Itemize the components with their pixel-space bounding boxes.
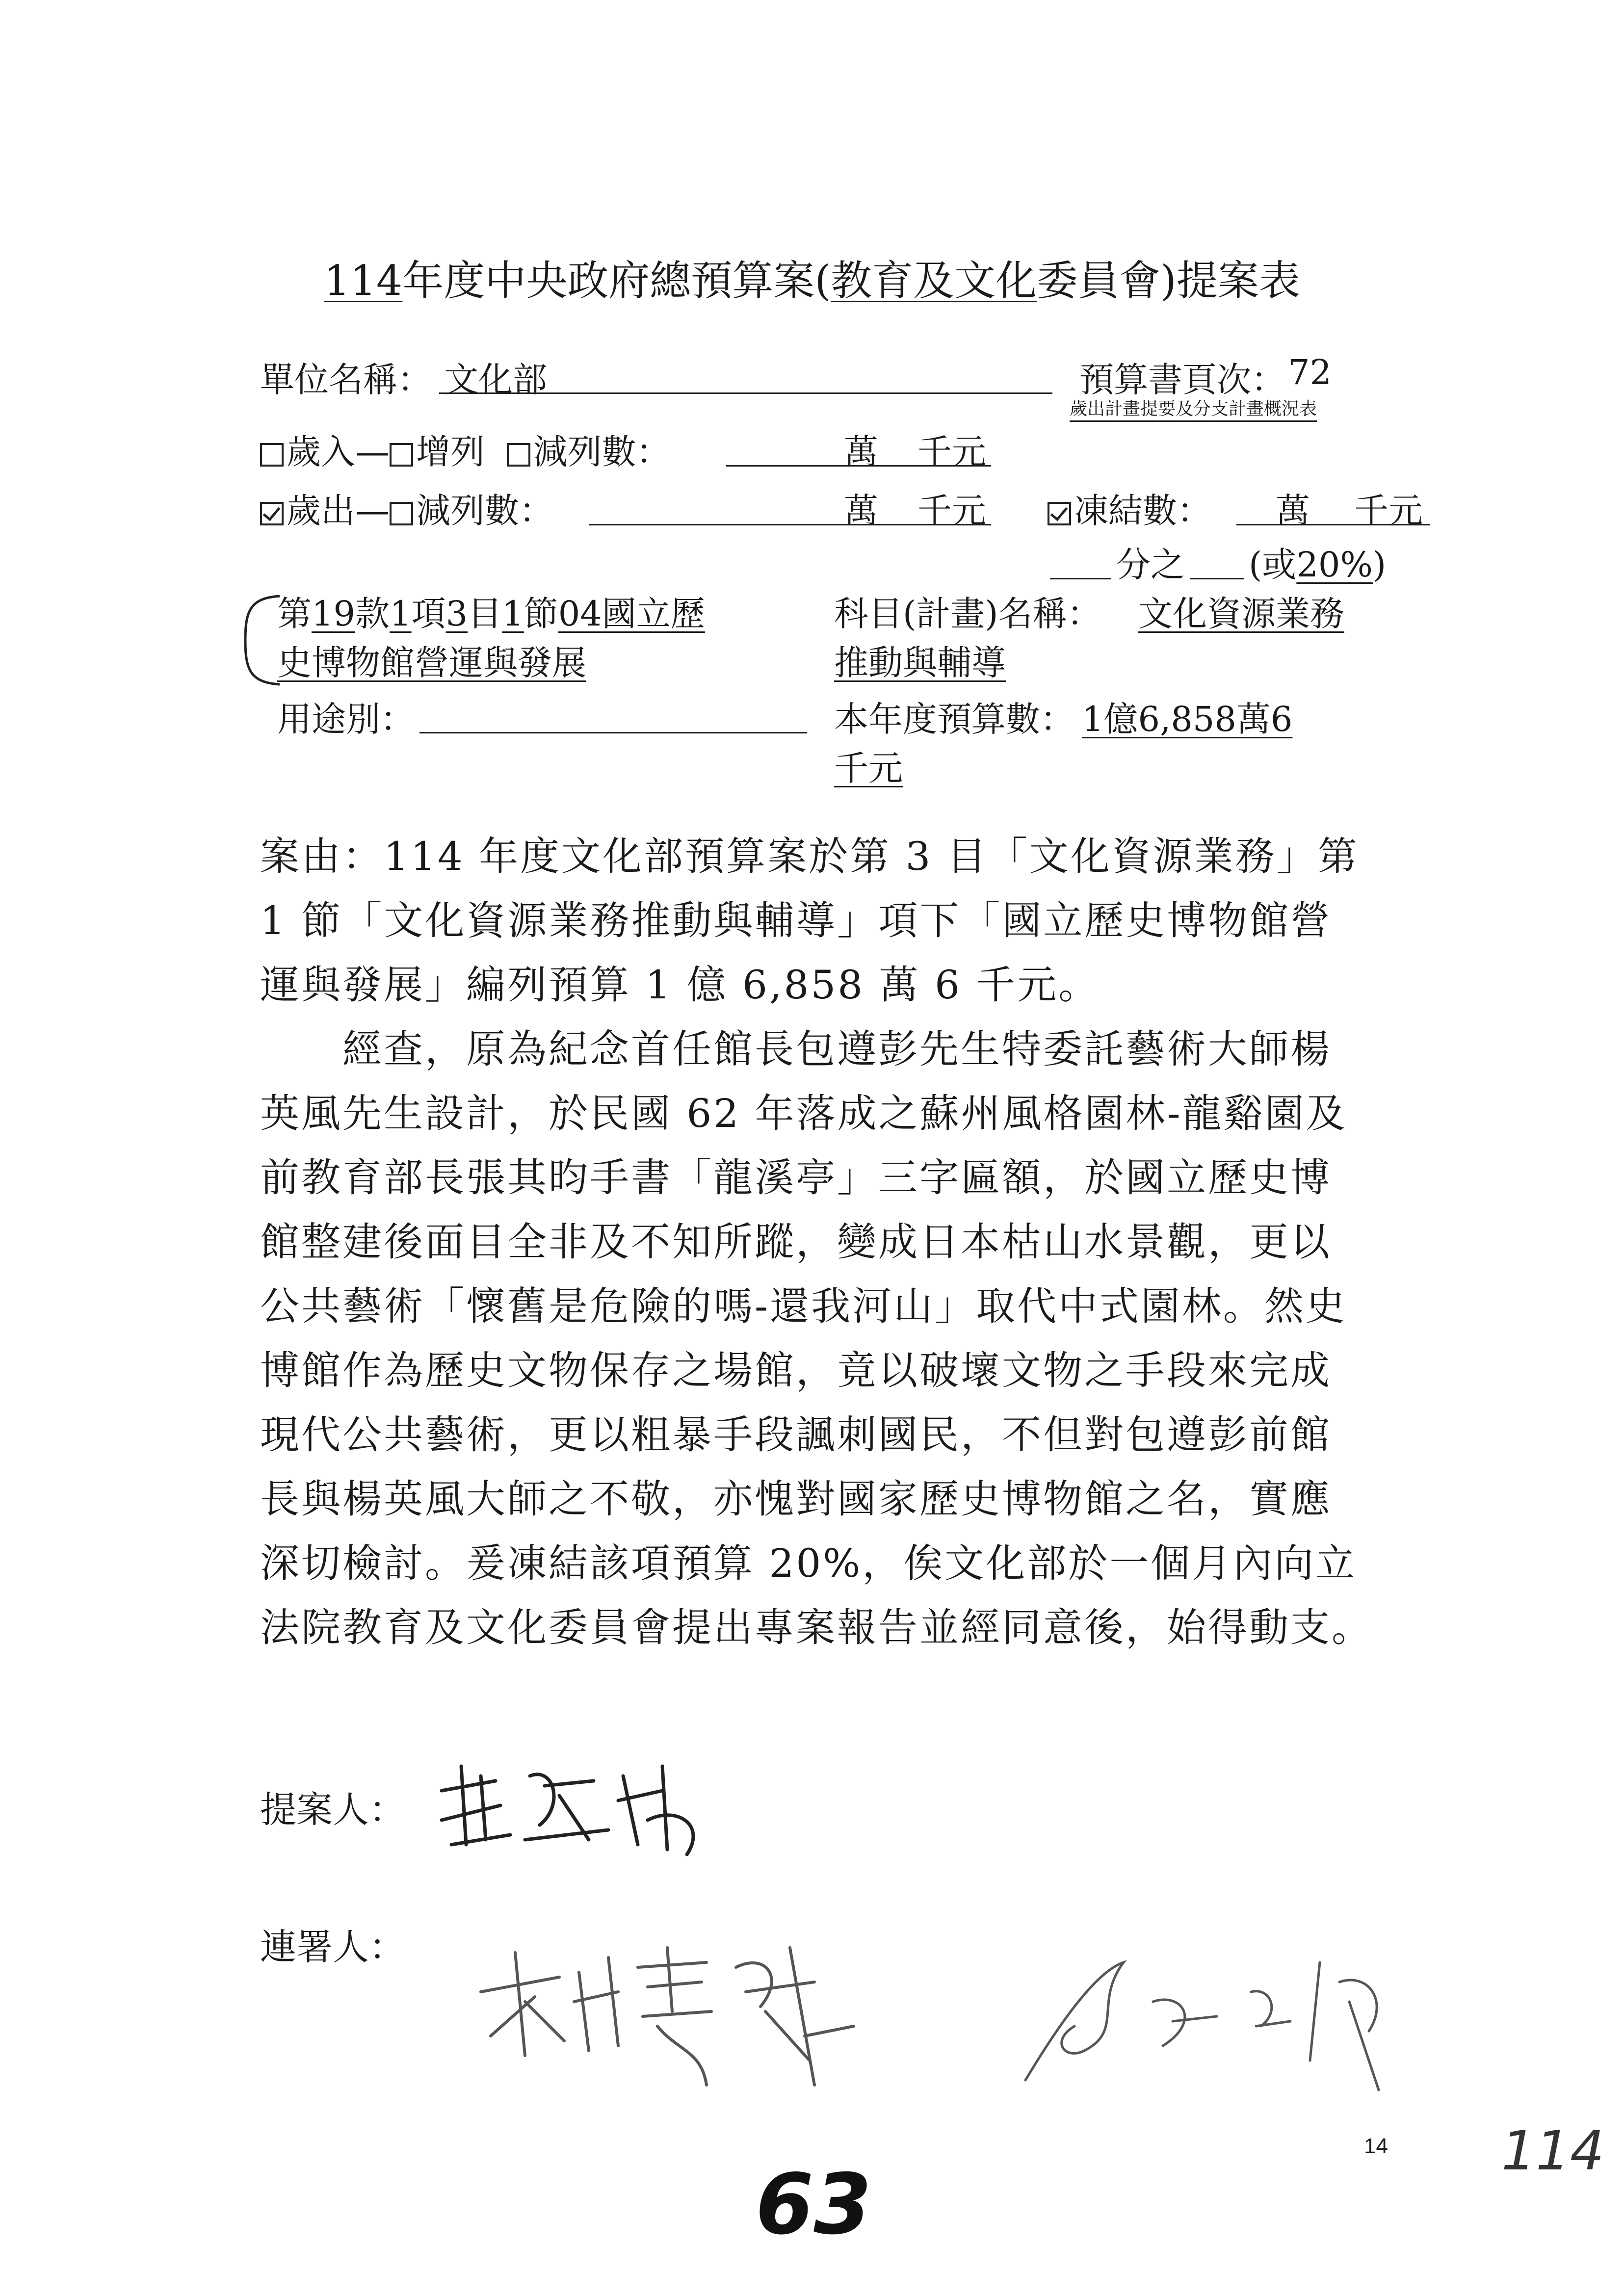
body-line: 英風先生設計，於民國 62 年落成之蘇州風格園林-龍谿園及 — [260, 1091, 1347, 1136]
body-line: 前教育部長張其昀手書「龍溪亭」三字匾額，於國立歷史博 — [260, 1155, 1332, 1200]
expenditure-checkbox[interactable] — [260, 502, 284, 525]
expenditure-wan: 萬 — [844, 491, 878, 531]
handwritten-number-right: 114 — [1501, 2119, 1604, 2182]
item-di: 第 — [277, 594, 312, 634]
body-line: 經查，原為紀念首任館長包遵彭先生特委託藝術大師楊 — [260, 1026, 1332, 1072]
title-text-1: 年度中央政府總預算案( — [402, 257, 831, 305]
item-xiang-label: 項 — [411, 594, 446, 634]
freeze-checkbox[interactable] — [1048, 502, 1071, 525]
item-jie: 1 — [502, 594, 524, 634]
item-sub-name-2: 史博物館營運與發展 — [277, 643, 586, 683]
expenditure-decrease-checkbox[interactable] — [390, 502, 413, 525]
item-mu: 3 — [445, 594, 468, 634]
revenue-increase-label: 增列 — [416, 432, 485, 472]
body-line: 案由：114 年度文化部預算案於第 3 目「文化資源業務」第 — [260, 834, 1359, 879]
item-sub-name-1: 國立歷 — [602, 594, 705, 634]
item-sub-code: 04 — [558, 594, 602, 634]
proposer-signature — [432, 1747, 726, 1859]
budget-value-1: 1億6,858萬6 — [1082, 699, 1293, 739]
percent-row — [1249, 537, 1386, 587]
title-year: 114 — [324, 257, 403, 305]
item-kuan-label: 款 — [355, 594, 390, 634]
percent-suffix: ) — [1372, 545, 1387, 585]
page-value: 72 — [1288, 352, 1332, 392]
purpose-label: 用途別： — [277, 699, 415, 739]
budget-label: 本年度預算數： — [834, 699, 1074, 739]
revenue-checkbox[interactable] — [260, 443, 284, 467]
cosigner-label: 連署人： — [260, 1926, 405, 1968]
expenditure-qian: 千元 — [917, 491, 986, 531]
body-line: 1 節「文化資源業務推動與輔導」項下「國立歷史博物館營 — [260, 898, 1332, 943]
purpose-underline — [419, 732, 807, 733]
body-line: 運與發展」編列預算 1 億 6,858 萬 6 千元。 — [260, 962, 1100, 1008]
page-label: 預算書頁次： — [1079, 360, 1285, 400]
revenue-wan: 萬 — [844, 432, 878, 472]
body-line: 博館作為歷史文物保存之場館，竟以破壞文物之手段來完成 — [260, 1348, 1332, 1393]
fraction-mid: 分之 — [1116, 545, 1185, 585]
revenue-decrease-label: 減列數： — [533, 432, 671, 472]
body-line: 法院教育及文化委員會提出專案報告並經同意後，始得動支。 — [260, 1605, 1373, 1650]
budget-value-2: 千元 — [834, 748, 903, 788]
expenditure-label: 歲出— — [287, 491, 390, 531]
subject-value-2: 推動與輔導 — [834, 643, 1006, 683]
item-kuan: 19 — [312, 594, 356, 634]
percent-value: 20% — [1296, 545, 1373, 585]
percent-prefix: (或 — [1249, 545, 1297, 585]
revenue-decrease-checkbox[interactable] — [507, 443, 530, 467]
freeze-qian: 千元 — [1354, 491, 1423, 531]
page-note: 歲出計畫提要及分支計畫概況表 — [1070, 399, 1317, 419]
page-title — [0, 248, 1624, 307]
body-line: 深切檢討。爰凍結該項預算 20%，俟文化部於一個月內向立 — [260, 1540, 1357, 1586]
revenue-label: 歲入— — [287, 432, 390, 472]
item-mu-label: 目 — [468, 594, 502, 634]
expenditure-row — [260, 483, 553, 533]
cosigner-signature-2 — [996, 1943, 1408, 2105]
expenditure-decrease-label: 減列數： — [416, 491, 553, 531]
title-text-2: 委員會)提案表 — [1037, 257, 1300, 305]
proposer-label: 提案人： — [260, 1789, 405, 1831]
handwritten-number-left: 63 — [756, 2156, 872, 2253]
fraction-numerator-line — [1190, 578, 1244, 579]
item-line-1 — [277, 586, 705, 636]
subject-value-1: 文化資源業務 — [1138, 594, 1344, 634]
fraction-denominator-line — [1050, 578, 1111, 579]
unit-underline — [439, 392, 1052, 394]
body-line: 館整建後面目全非及不知所蹤，變成日本枯山水景觀，更以 — [260, 1219, 1332, 1265]
proposal-body — [260, 824, 1373, 1660]
freeze-wan: 萬 — [1276, 491, 1310, 531]
item-jie-label: 節 — [524, 594, 558, 634]
revenue-increase-checkbox[interactable] — [390, 443, 413, 467]
unit-label: 單位名稱： — [260, 360, 432, 400]
revenue-row — [260, 424, 671, 474]
title-committee: 教育及文化 — [831, 257, 1037, 305]
cosigner-signature-1 — [471, 1938, 873, 2114]
page-number: 14 — [1364, 2134, 1388, 2158]
freeze-label: 凍結數： — [1074, 491, 1211, 531]
body-line: 現代公共藝術，更以粗暴手段諷刺國民，不但對包遵彭前館 — [260, 1412, 1332, 1458]
item-xiang: 1 — [390, 594, 412, 634]
revenue-qian: 千元 — [917, 432, 986, 472]
body-line: 公共藝術「懷舊是危險的嗎-還我河山」取代中式園林。然史 — [260, 1283, 1347, 1329]
bracket-mark — [231, 591, 285, 689]
freeze-row — [1048, 483, 1211, 533]
subject-label: 科目(計畫)名稱： — [834, 594, 1101, 634]
body-line: 長與楊英風大師之不敬，亦愧對國家歷史博物館之名，實應 — [260, 1476, 1332, 1522]
unit-value: 文化部 — [444, 360, 547, 400]
